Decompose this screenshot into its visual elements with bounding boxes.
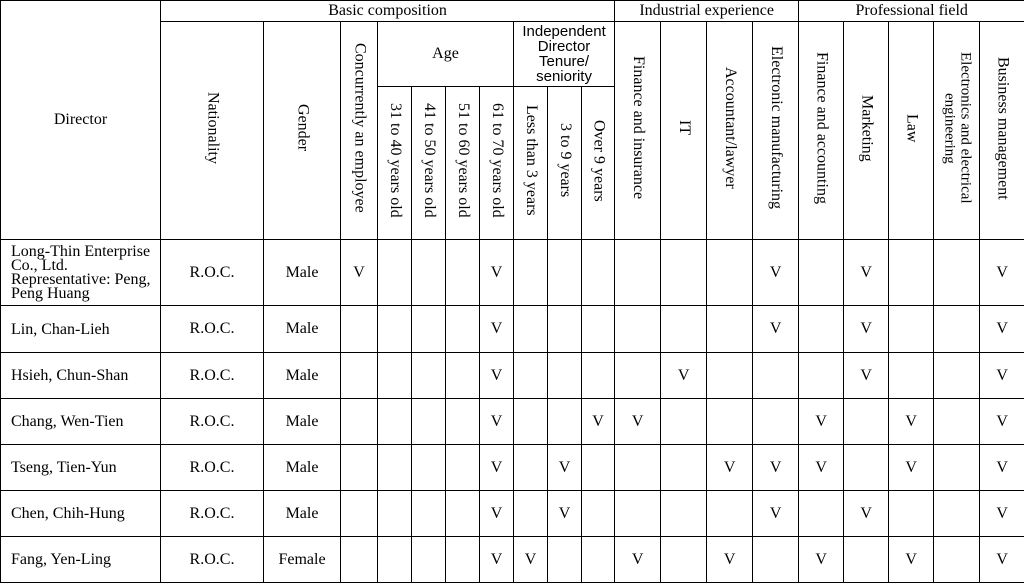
group-header-row [1,1,1024,22]
check-cell [582,306,615,353]
check-cell [548,353,582,399]
gender-cell: Male [264,240,341,306]
check-cell: V [753,445,799,491]
check-cell: V [980,537,1024,583]
check-cell [934,399,980,445]
column-header [446,87,480,240]
check-cell [378,240,412,306]
director-name: Tseng, Tien-Yun [1,445,161,491]
nationality-cell: R.O.C. [161,399,264,445]
gender-cell: Male [264,353,341,399]
check-cell [378,445,412,491]
check-cell [412,240,446,306]
tenure-header-label: Independent Director Tenure/ seniority [522,23,606,85]
check-cell: V [799,537,844,583]
tenure-header [514,22,615,87]
check-cell: V [661,353,707,399]
check-cell [341,445,378,491]
column-header [980,22,1024,240]
check-cell [934,353,980,399]
column-label: Electronics and electrical engineering [941,52,974,204]
nationality-cell: R.O.C. [161,445,264,491]
column-label: Accountant/lawyer [722,67,740,189]
check-cell: V [889,537,934,583]
check-cell [514,445,548,491]
director-rows [1,240,1024,583]
column-label: Over 9 years [590,119,608,202]
check-cell [844,399,889,445]
check-cell: V [707,537,753,583]
check-cell: V [615,537,661,583]
check-cell [514,306,548,353]
column-label: Electronic manufacturing [768,46,786,210]
column-label: IT [676,120,694,136]
gender-cell: Male [264,445,341,491]
check-cell [446,445,480,491]
check-cell [412,353,446,399]
check-cell [514,240,548,306]
check-cell [582,491,615,537]
column-label: Finance and insurance [630,56,648,200]
gender-header-label: Gender [294,104,312,152]
column-label: Marketing [858,94,876,162]
check-cell [446,353,480,399]
check-cell [799,306,844,353]
check-cell [799,491,844,537]
gender-header [264,22,341,240]
nationality-cell: R.O.C. [161,491,264,537]
column-header [582,87,615,240]
check-cell: V [514,537,548,583]
column-header [844,22,889,240]
gender-cell: Female [264,537,341,583]
check-cell: V [844,240,889,306]
check-cell [707,491,753,537]
director-header [1,1,161,240]
check-cell [615,491,661,537]
check-cell [412,399,446,445]
check-cell: V [980,491,1024,537]
column-header [412,87,446,240]
check-cell [615,306,661,353]
check-cell: V [480,445,514,491]
check-cell [446,306,480,353]
check-cell [844,445,889,491]
nationality-cell: R.O.C. [161,353,264,399]
column-header [514,87,548,240]
check-cell [661,445,707,491]
column-label: Business management [994,56,1012,200]
column-label: Law [903,113,921,143]
column-header [378,87,412,240]
check-cell [341,491,378,537]
column-label: Less than 3 years [522,105,540,216]
check-cell [412,491,446,537]
director-name: Chen, Chih-Hung [1,491,161,537]
check-cell: V [980,306,1024,353]
check-cell [446,537,480,583]
check-cell [341,537,378,583]
check-cell [799,240,844,306]
column-header [615,22,661,240]
check-cell [615,240,661,306]
check-cell [341,353,378,399]
nationality-cell: R.O.C. [161,537,264,583]
nationality-cell: R.O.C. [161,306,264,353]
check-cell: V [480,399,514,445]
check-cell [707,240,753,306]
check-cell: V [707,445,753,491]
check-cell [707,306,753,353]
table-row [1,240,1024,306]
director-name: Lin, Chan-Lieh [1,306,161,353]
check-cell [446,240,480,306]
check-cell [514,491,548,537]
check-cell [412,445,446,491]
basic-composition-label: Basic composition [328,2,447,19]
check-cell: V [980,445,1024,491]
check-cell [934,306,980,353]
director-name: Long-Thin Enterprise Co., Ltd. Representative: Peng, Peng Huang [1,240,161,306]
gender-cell: Male [264,399,341,445]
table-row [1,306,1024,353]
age-header [378,22,514,87]
gender-cell: Male [264,491,341,537]
check-cell [844,537,889,583]
column-label: 51 to 60 years old [454,103,472,218]
table-row [1,353,1024,399]
director-name: Chang, Wen-Tien [1,399,161,445]
professional-field-label: Professional field [855,2,968,19]
check-cell: V [480,240,514,306]
check-cell [661,240,707,306]
check-cell [412,537,446,583]
check-cell [341,399,378,445]
column-header [889,22,934,240]
column-header [934,22,980,240]
column-label: 61 to 70 years old [488,103,506,218]
table-row [1,491,1024,537]
check-cell: V [341,240,378,306]
age-header-label: Age [432,45,459,62]
check-cell: V [480,491,514,537]
check-cell [548,399,582,445]
check-cell [378,399,412,445]
check-cell [615,445,661,491]
check-cell [582,240,615,306]
nationality-header-label: Nationality [204,92,222,164]
check-cell: V [980,399,1024,445]
check-cell: V [548,491,582,537]
basic-composition-header [161,1,615,22]
column-header [661,22,707,240]
check-cell: V [615,399,661,445]
column-label: Finance and accounting [813,52,831,204]
check-cell: V [480,353,514,399]
check-cell: V [980,353,1024,399]
check-cell [378,491,412,537]
check-cell [753,353,799,399]
column-header [548,87,582,240]
nationality-cell: R.O.C. [161,240,264,306]
check-cell [341,306,378,353]
column-header [707,22,753,240]
column-label: 41 to 50 years old [420,103,438,218]
nationality-header [161,22,264,240]
check-cell: V [889,399,934,445]
column-label: 31 to 40 years old [386,103,404,218]
check-cell [661,537,707,583]
gender-cell: Male [264,306,341,353]
column-header [799,22,844,240]
check-cell: V [582,399,615,445]
employee-header-label: Concurrently an employee [351,43,369,213]
check-cell [934,491,980,537]
director-name: Fang, Yen-Ling [1,537,161,583]
director-header-label: Director [53,111,108,128]
column-label: 3 to 9 years [556,123,574,198]
check-cell [582,353,615,399]
check-cell [582,537,615,583]
industrial-experience-label: Industrial experience [639,2,774,19]
check-cell [934,240,980,306]
check-cell [548,240,582,306]
check-cell [514,399,548,445]
check-cell [934,445,980,491]
check-cell [446,399,480,445]
check-cell [889,353,934,399]
table-row [1,537,1024,583]
check-cell [514,353,548,399]
check-cell [548,306,582,353]
check-cell [378,306,412,353]
professional-field-header [799,1,1024,22]
check-cell [889,240,934,306]
column-header [480,87,514,240]
industrial-experience-header [615,1,799,22]
director-name: Hsieh, Chun-Shan [1,353,161,399]
check-cell: V [844,353,889,399]
check-cell [889,306,934,353]
check-cell [707,399,753,445]
check-cell: V [548,445,582,491]
check-cell [799,353,844,399]
check-cell [707,353,753,399]
check-cell: V [753,491,799,537]
check-cell: V [799,445,844,491]
check-cell [661,399,707,445]
check-cell: V [889,445,934,491]
check-cell [753,399,799,445]
check-cell [889,491,934,537]
check-cell: V [844,491,889,537]
check-cell [446,491,480,537]
check-cell: V [799,399,844,445]
check-cell [582,445,615,491]
check-cell: V [753,240,799,306]
table-row [1,399,1024,445]
check-cell: V [844,306,889,353]
employee-header [341,22,378,240]
check-cell [548,537,582,583]
check-cell: V [480,537,514,583]
check-cell [661,491,707,537]
check-cell [412,306,446,353]
check-cell [661,306,707,353]
check-cell [615,353,661,399]
check-cell: V [753,306,799,353]
check-cell: V [480,306,514,353]
check-cell [378,353,412,399]
column-header [753,22,799,240]
check-cell [934,537,980,583]
check-cell [753,537,799,583]
check-cell [378,537,412,583]
check-cell: V [980,240,1024,306]
table-row [1,445,1024,491]
